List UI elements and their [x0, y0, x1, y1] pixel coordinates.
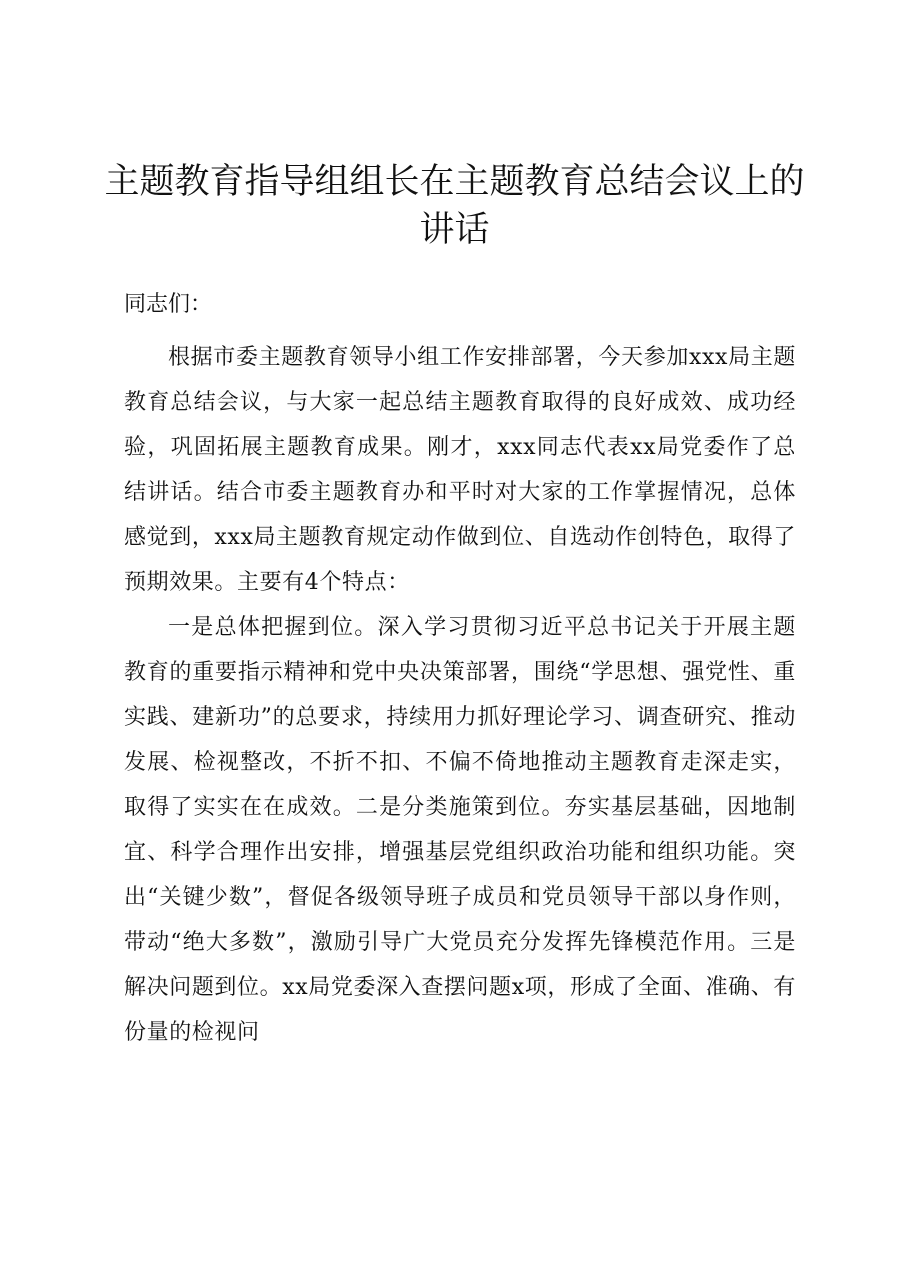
paragraph-intro: 根据市委主题教育领导小组工作安排部署，今天参加xxx局主题教育总结会议，与大家一起总结主题教育取得的良好成效、成功经验，巩固拓展主题教育成果。刚才，xxx同志代表xx局党委作了总结讲话。结合市委主题教育办和平时对大家的工作掌握情况，总体感觉到，xxx局主题教育规定动作做到位、自选动作创特色，取得了预期效果。主要有4个特点：	[124, 345, 796, 595]
document-title: 主题教育指导组组长在主题教育总结会议上的讲话	[104, 162, 805, 250]
salutation: 同志们：	[124, 292, 213, 317]
paragraph-features: 一是总体把握到位。深入学习贯彻习近平总书记关于开展主题教育的重要指示精神和党中央决策部署，围绕“学思想、强党性、重实践、建新功”的总要求，持续用力抓好理论学习、调查研究、推动发展、检视整改，不折不扣、不偏不倚地推动主题教育走深走实，取得了实实在在成效。二是分类施策到位。夯实基层基础，因地制宜、科学合理作出安排，增强基层党组织政治功能和组织功能。突出“关键少数”，督促各级领导班子成员和党员领导干部以身作则，带动“绝大多数”，激励引导广大党员充分发挥先锋模范作用。三是解决问题到位。xx局党委深入查摆问题x项，形成了全面、准确、有份量的检视问	[124, 615, 796, 1045]
document-body	[124, 335, 796, 1055]
